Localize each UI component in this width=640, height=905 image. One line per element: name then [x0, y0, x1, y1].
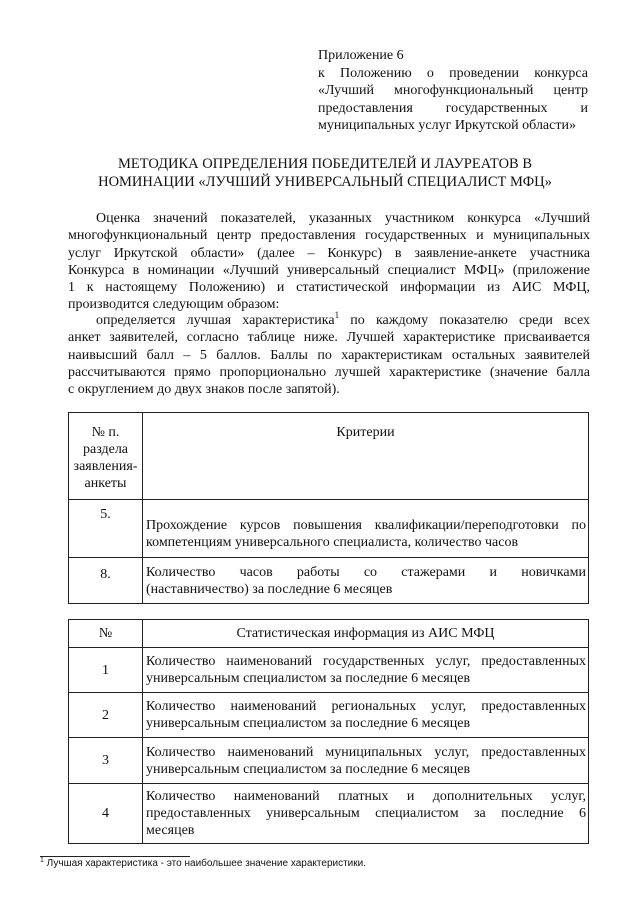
row-number: 8.: [69, 558, 143, 604]
method-text: определяется лучшая характеристика: [96, 313, 335, 328]
footnote-mark: 1: [40, 857, 44, 864]
table-header-row: [69, 413, 589, 500]
intro-paragraph: [68, 210, 590, 314]
info-line: универсальным специалистом за последние 6 месяцев: [146, 761, 471, 777]
document-title-line: МЕТОДИКА ОПРЕДЕЛЕНИЯ ПОБЕДИТЕЛЕЙ И ЛАУРЕАТОВ В: [117, 156, 533, 172]
row-criteria: [143, 558, 589, 604]
intro-line: Оценка значений показателей, указанных участником конкурса «Лучший: [96, 211, 590, 226]
table-header-row: [69, 620, 589, 648]
footnote-text: Лучшая характеристика - это наибольшее значение характеристики.: [43, 858, 367, 869]
row-info: [143, 738, 589, 784]
intro-line: услуг Иркутской области» (далее – Конкурс) в заявление-анкете участника: [68, 245, 590, 261]
header-num-line: анкеты: [84, 476, 127, 491]
info-line: предоставленных универсальным специалистом за последние 6: [146, 806, 586, 821]
intro-line: 1 к настоящему Положению) и статистической информации из АИС МФЦ,: [68, 280, 590, 296]
row-number: 3: [69, 738, 143, 784]
method-line: наивысший балл – 5 баллов. Баллы по характеристикам остальных заявителей: [68, 347, 590, 363]
appendix-line: к Положению о проведении конкурса: [318, 65, 588, 81]
row-number: 1: [69, 648, 143, 693]
criteria-line: Количество часов работы со стажерами и новичками: [146, 564, 586, 580]
method-line: рассчитываются прямо пропорционально лучшей характеристике (значение балла: [68, 364, 590, 380]
row-number: 5.: [69, 500, 143, 558]
appendix-header: [318, 47, 588, 135]
row-number: 4: [69, 784, 143, 844]
method-line: с округлением до двух знаков после запятой).: [68, 382, 340, 398]
appendix-title: Приложение 6: [318, 48, 404, 63]
criteria-line: (наставничество) за последние 6 месяцев: [146, 581, 393, 597]
header-num-line: раздела: [82, 442, 129, 457]
info-line: универсальным специалистом за последние 6 месяцев: [146, 671, 471, 686]
info-line: Количество наименований муниципальных услуг, предоставленных: [146, 744, 586, 760]
appendix-line: муниципальных услуг Иркутской области»: [318, 118, 576, 133]
info-line: Количество наименований региональных услуг, предоставленных: [146, 699, 586, 714]
header-number: №: [69, 620, 143, 648]
table-row: [69, 738, 589, 784]
row-number: 2: [69, 693, 143, 738]
header-criteria: Критерии: [143, 413, 589, 500]
table-row: [69, 500, 589, 558]
header-num-line: заявления-: [73, 459, 138, 474]
intro-line: Конкурса в номинации «Лучший универсальный специалист МФЦ» (приложение: [68, 262, 590, 278]
method-paragraph: [68, 312, 590, 398]
info-line: Количество наименований платных и дополнительных услуг,: [146, 789, 586, 804]
statistics-table: [68, 619, 589, 844]
info-line: месяцев: [146, 823, 195, 838]
appendix-line: «Лучший многофункциональный центр: [318, 83, 588, 98]
criteria-line: Прохождение курсов повышения квалификации/переподготовки по: [146, 518, 586, 533]
table-row: [69, 784, 589, 844]
appendix-line: предоставления государственных и: [318, 100, 588, 116]
table-row: [69, 648, 589, 693]
method-line: анкет заявителей, согласно таблице ниже. Лучшей характеристике присваивается: [68, 330, 590, 346]
info-line: Количество наименований государственных услуг, предоставленных: [146, 654, 586, 669]
criteria-table: [68, 412, 589, 604]
row-criteria: [143, 500, 589, 558]
document-title: [60, 155, 590, 191]
row-info: [143, 784, 589, 844]
header-num-line: № п.: [91, 425, 120, 440]
criteria-line: компетенциям универсального специалиста, количество часов: [146, 535, 519, 550]
info-line: универсальным специалистом за последние 6 месяцев: [146, 716, 471, 731]
intro-line: производится следующим образом:: [68, 297, 280, 313]
method-line: [68, 312, 590, 329]
row-info: [143, 648, 589, 693]
table-row: [69, 558, 589, 604]
intro-line: многофункциональный центр предоставления государственных и муниципальных: [68, 228, 590, 244]
header-section-number: [69, 413, 143, 500]
method-text: по каждому показателю среди всех: [339, 313, 590, 328]
footnote-divider: [40, 856, 190, 857]
table-row: [69, 693, 589, 738]
footnote-ref: 1: [334, 310, 340, 320]
row-info: [143, 693, 589, 738]
header-statistics: Статистическая информация из АИС МФЦ: [143, 620, 589, 648]
footnote: [40, 858, 366, 869]
document-title-line: НОМИНАЦИИ «ЛУЧШИЙ УНИВЕРСАЛЬНЫЙ СПЕЦИАЛИСТ МФЦ»: [98, 174, 552, 190]
